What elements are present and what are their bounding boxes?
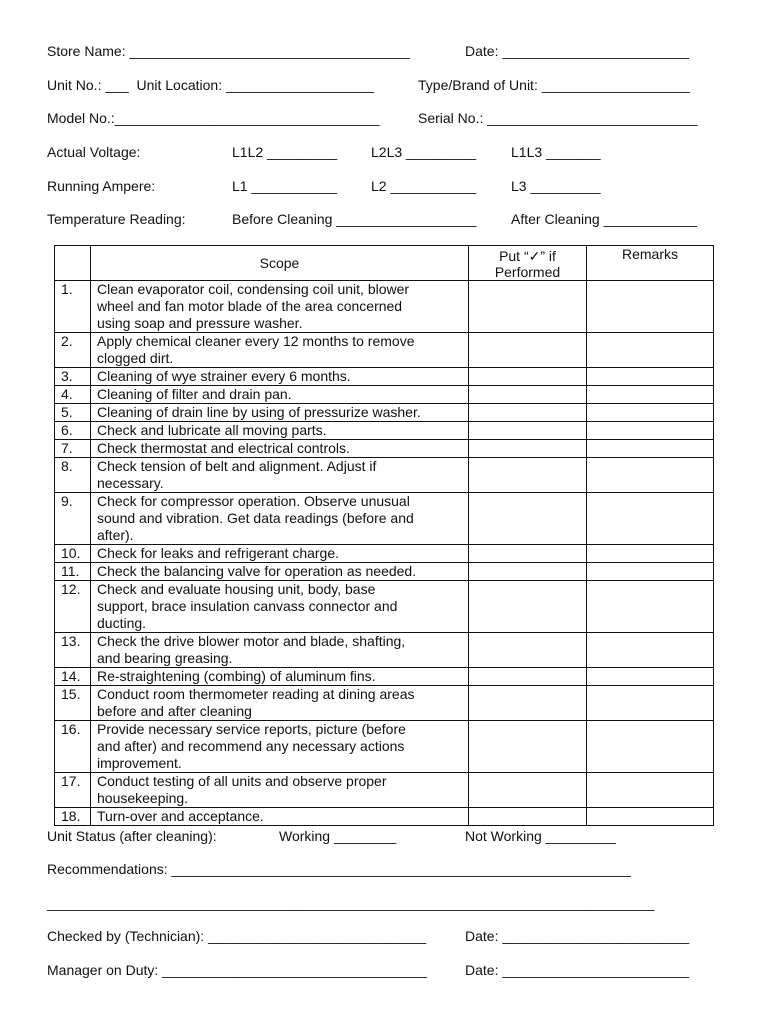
remarks-cell[interactable] [587, 721, 714, 773]
scope-text-line: Check the drive blower motor and blade, shafting, [97, 633, 406, 649]
scope-text-line: using soap and pressure washer. [97, 315, 303, 331]
remarks-cell[interactable] [587, 458, 714, 493]
table-row [55, 386, 714, 404]
row-number: 12. [55, 581, 91, 633]
row-number: 10. [55, 545, 91, 563]
put-check-header-line1: Put “✓” if [499, 248, 556, 264]
scope-cell [91, 773, 469, 808]
remarks-cell[interactable] [587, 668, 714, 686]
table-row [55, 422, 714, 440]
row-number: 9. [55, 493, 91, 545]
row-number: 4. [55, 386, 91, 404]
working-field[interactable]: Working ________ [279, 828, 397, 844]
scope-text-line: sound and vibration. Get data readings (before and [97, 510, 414, 526]
scope-cell [91, 422, 469, 440]
remarks-cell[interactable] [587, 633, 714, 668]
scope-cell [91, 633, 469, 668]
scope-text-line: Check thermostat and electrical controls. [97, 440, 350, 456]
scope-cell [91, 581, 469, 633]
scope-text-line: Check and evaluate housing unit, body, base [97, 581, 376, 597]
remarks-cell[interactable] [587, 808, 714, 826]
scope-cell [91, 368, 469, 386]
temperature-label: Temperature Reading: [47, 211, 186, 227]
remarks-cell[interactable] [587, 773, 714, 808]
scope-text-line: wheel and fan motor blade of the area concerned [97, 298, 403, 314]
scope-text-line: and bearing greasing. [97, 650, 233, 666]
remarks-cell[interactable] [587, 368, 714, 386]
remarks-cell[interactable] [587, 422, 714, 440]
table-row [55, 773, 714, 808]
scope-cell [91, 281, 469, 333]
table-row [55, 808, 714, 826]
scope-cell [91, 333, 469, 368]
voltage-label: Actual Voltage: [47, 144, 141, 160]
table-row [55, 281, 714, 333]
row-number: 6. [55, 422, 91, 440]
date-field[interactable]: Date: ________________________ [465, 43, 690, 59]
scope-cell [91, 808, 469, 826]
recommendations-field[interactable]: Recommendations: ___________________________________________________________ [47, 861, 631, 877]
table-row [55, 404, 714, 422]
row-number: 18. [55, 808, 91, 826]
scope-text-line: Apply chemical cleaner every 12 months to remove [97, 333, 415, 349]
performed-check-cell[interactable] [469, 686, 587, 721]
scope-text-line: Check for compressor operation. Observe unusual [97, 493, 410, 509]
row-number: 7. [55, 440, 91, 458]
scope-cell [91, 686, 469, 721]
performed-check-cell[interactable] [469, 581, 587, 633]
row-number: 2. [55, 333, 91, 368]
l1-ampere-field[interactable]: L1 ___________ [232, 178, 338, 194]
remarks-cell[interactable] [587, 333, 714, 368]
scope-text-line: clogged dirt. [97, 350, 174, 366]
scope-text-line: Cleaning of filter and drain pan. [97, 386, 292, 402]
remarks-cell[interactable] [587, 281, 714, 333]
table-row [55, 458, 714, 493]
scope-cell [91, 386, 469, 404]
after-cleaning-field[interactable]: After Cleaning ____________ [511, 211, 698, 227]
scope-text-line: Conduct testing of all units and observe proper [97, 773, 387, 789]
scope-text-line: necessary. [97, 475, 164, 491]
performed-check-cell[interactable] [469, 440, 587, 458]
row-number: 13. [55, 633, 91, 668]
scope-text-line: Cleaning of wye strainer every 6 months. [97, 368, 351, 384]
performed-check-cell[interactable] [469, 563, 587, 581]
scope-header: Scope [91, 246, 469, 281]
scope-text-line: Cleaning of drain line by using of pressurize washer. [97, 404, 421, 420]
scope-text-line: Check the balancing valve for operation as needed. [97, 563, 417, 579]
performed-check-cell[interactable] [469, 493, 587, 545]
table-row [55, 493, 714, 545]
scope-cell [91, 545, 469, 563]
scope-cell [91, 563, 469, 581]
table-header-row [55, 246, 714, 281]
l1l2-voltage-field[interactable]: L1L2 _________ [232, 144, 338, 160]
scope-text-line: housekeeping. [97, 790, 189, 806]
scope-cell [91, 458, 469, 493]
scope-cell [91, 404, 469, 422]
scope-text-line: after). [97, 527, 134, 543]
row-number: 15. [55, 686, 91, 721]
manager-on-duty-field[interactable]: Manager on Duty: __________________________________ [47, 962, 427, 978]
recommendations-blank-line[interactable]: ______________________________________________________________________________ [47, 895, 655, 911]
store-name-field[interactable]: Store Name: ____________________________________ [47, 43, 410, 59]
remarks-cell[interactable] [587, 404, 714, 422]
put-check-header [469, 246, 587, 281]
performed-check-cell[interactable] [469, 458, 587, 493]
row-number: 5. [55, 404, 91, 422]
row-number: 16. [55, 721, 91, 773]
row-number: 11. [55, 563, 91, 581]
performed-check-cell[interactable] [469, 633, 587, 668]
performed-check-cell[interactable] [469, 281, 587, 333]
checked-by-field[interactable]: Checked by (Technician): ____________________________ [47, 928, 427, 944]
checked-date-field[interactable]: Date: ________________________ [465, 928, 690, 944]
serial-no-field[interactable]: Serial No.: ___________________________ [418, 110, 698, 126]
scope-cell [91, 721, 469, 773]
unit-status-label: Unit Status (after cleaning): [47, 828, 217, 844]
table-row [55, 581, 714, 633]
performed-check-cell[interactable] [469, 668, 587, 686]
scope-text-line: Provide necessary service reports, picture (before [97, 721, 406, 737]
scope-text-line: before and after cleaning [97, 703, 252, 719]
scope-cell [91, 668, 469, 686]
row-number: 8. [55, 458, 91, 493]
num-header [55, 246, 91, 281]
performed-check-cell[interactable] [469, 721, 587, 773]
l2-ampere-field[interactable]: L2 ___________ [371, 178, 477, 194]
performed-check-cell[interactable] [469, 773, 587, 808]
performed-check-cell[interactable] [469, 808, 587, 826]
scope-text-line: Check tension of belt and alignment. Adjust if [97, 458, 377, 474]
remarks-cell[interactable] [587, 493, 714, 545]
table-row [55, 545, 714, 563]
scope-text-line: Check for leaks and refrigerant charge. [97, 545, 340, 561]
l2l3-voltage-field[interactable]: L2L3 _________ [371, 144, 477, 160]
scope-text-line: Check and lubricate all moving parts. [97, 422, 327, 438]
scope-text-line: Clean evaporator coil, condensing coil unit, blower [97, 281, 410, 297]
scope-cell [91, 493, 469, 545]
unit-no-location-field[interactable]: Unit No.: ___ Unit Location: ___________________ [47, 77, 374, 93]
performed-check-cell[interactable] [469, 333, 587, 368]
remarks-cell[interactable] [587, 545, 714, 563]
scope-text-line: Re-straightening (combing) of aluminum fins. [97, 668, 376, 684]
remarks-cell[interactable] [587, 581, 714, 633]
performed-check-cell[interactable] [469, 545, 587, 563]
remarks-cell[interactable] [587, 563, 714, 581]
table-row [55, 440, 714, 458]
scope-text-line: improvement. [97, 755, 182, 771]
remarks-cell[interactable] [587, 386, 714, 404]
table-row [55, 721, 714, 773]
put-check-header-line2: Performed [494, 264, 561, 280]
scope-text-line: Turn-over and acceptance. [97, 808, 264, 824]
row-number: 1. [55, 281, 91, 333]
not-working-field[interactable]: Not Working _________ [465, 828, 616, 844]
before-cleaning-field[interactable]: Before Cleaning __________________ [232, 211, 477, 227]
performed-check-cell[interactable] [469, 386, 587, 404]
scope-text-line: support, brace insulation canvass connector and [97, 598, 398, 614]
remarks-cell[interactable] [587, 440, 714, 458]
table-row [55, 668, 714, 686]
scope-text-line: Conduct room thermometer reading at dining areas [97, 686, 415, 702]
scope-cell [91, 440, 469, 458]
l3-ampere-field[interactable]: L3 _________ [511, 178, 601, 194]
table-row [55, 333, 714, 368]
row-number: 3. [55, 368, 91, 386]
table-row [55, 686, 714, 721]
model-no-field[interactable]: Model No.:__________________________________ [47, 110, 380, 126]
row-number: 17. [55, 773, 91, 808]
scope-text-line: and after) and recommend any necessary actions [97, 738, 405, 754]
scope-table [54, 245, 714, 826]
performed-check-cell[interactable] [469, 404, 587, 422]
manager-date-field[interactable]: Date: ________________________ [465, 962, 690, 978]
performed-check-cell[interactable] [469, 368, 587, 386]
ampere-label: Running Ampere: [47, 178, 156, 194]
remarks-cell[interactable] [587, 686, 714, 721]
table-row [55, 563, 714, 581]
l1l3-voltage-field[interactable]: L1L3 _______ [511, 144, 601, 160]
type-brand-field[interactable]: Type/Brand of Unit: ___________________ [418, 77, 690, 93]
row-number: 14. [55, 668, 91, 686]
table-row [55, 633, 714, 668]
performed-check-cell[interactable] [469, 422, 587, 440]
scope-text-line: ducting. [97, 615, 147, 631]
table-row [55, 368, 714, 386]
remarks-header: Remarks [587, 246, 714, 281]
